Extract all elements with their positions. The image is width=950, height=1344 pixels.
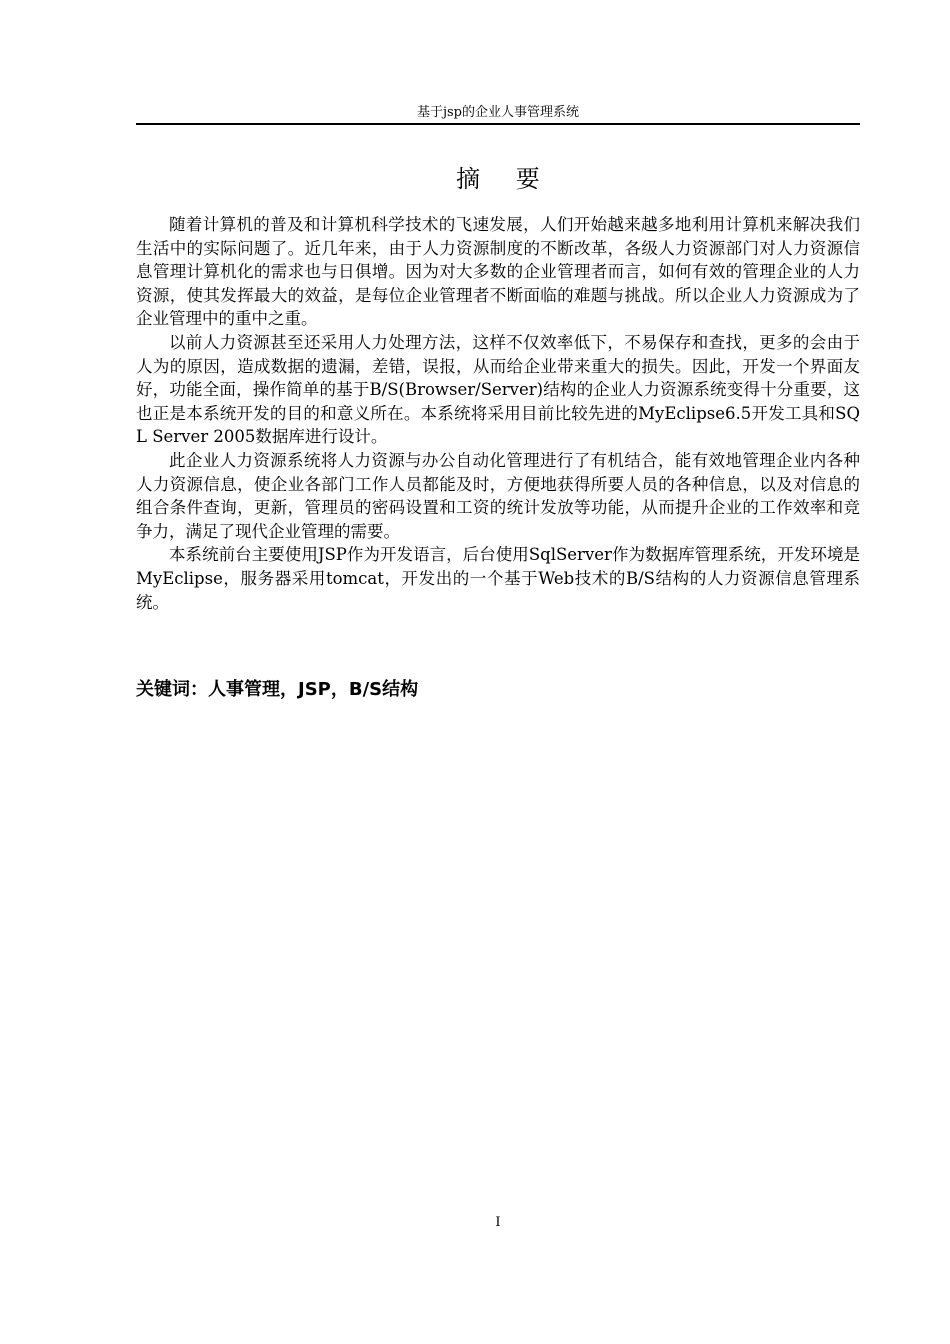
abstract-paragraph-3: 此企业人力资源系统将人力资源与办公自动化管理进行了有机结合，能有效地管理企业内各种人力资源信息，使企业各部门工作人员都能及时，方便地获得所要人员的各种信息，以及对信息的组合条件查询，更新，管理员的密码设置和工资的统计发放等功能，从而提升企业的工作效率和竞争力，满足了现代企业管理的需要。 xyxy=(136,450,860,541)
running-header: 基于jsp的企业人事管理系统 xyxy=(416,105,580,120)
abstract-body xyxy=(136,213,860,614)
abstract-paragraph-2: 以前人力资源甚至还采用人力处理方法，这样不仅效率低下，不易保存和查找，更多的会由于人为的原因，造成数据的遗漏，差错，误报，从而给企业带来重大的损失。因此，开发一个界面友好，功能全面，操作简单的基于B/S(Browser/Server)结构的企业人力资源系统变得十分重要，这也正是本系统开发的目的和意义所在。本系统将采用目前比较先进的MyEclipse6.5开发工具和SQL Server 2005数据库进行设计。 xyxy=(136,332,860,447)
abstract-paragraph-1: 随着计算机的普及和计算机科学技术的飞速发展，人们开始越来越多地利用计算机来解决我们生活中的实际问题了。近几年来，由于人力资源制度的不断改革，各级人力资源部门对人力资源信息管理计算机化的需求也与日俱增。因为对大多数的企业管理者而言，如何有效的管理企业的人力资源，使其发挥最大的效益，是每位企业管理者不断面临的难题与挑战。所以企业人力资源成为了企业管理中的重中之重。 xyxy=(136,215,860,329)
header-rule xyxy=(136,123,860,125)
abstract-title: 摘 要 xyxy=(456,165,554,193)
abstract-paragraph-4: 本系统前台主要使用JSP作为开发语言，后台使用SqlServer作为数据库管理系统，开发环境是MyEclipse，服务器采用tomcat，开发出的一个基于Web技术的B/S结构的人力资源信息管理系统。 xyxy=(136,545,860,612)
keywords: 关键词：人事管理，JSP，B/S结构 xyxy=(136,679,419,700)
page-number: I xyxy=(495,1215,501,1230)
